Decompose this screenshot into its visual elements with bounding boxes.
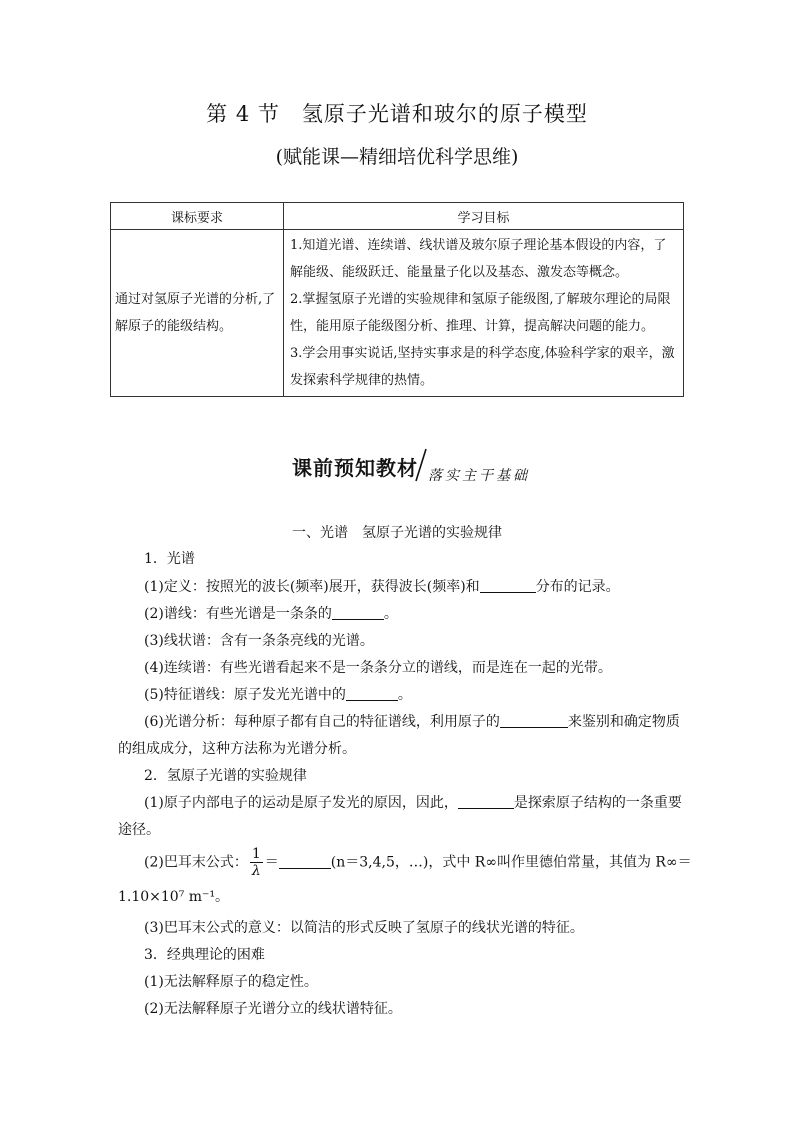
lesson-title: 第 4 节 氢原子光谱和玻尔的原子模型 — [206, 102, 588, 126]
subsection-title: 1．光谱 — [144, 551, 195, 567]
text-line: (6)光谱分析：每种原子都有自己的特征谱线，利用原子的 来鉴别和确定物质 — [144, 714, 680, 730]
fill-blank — [346, 686, 398, 701]
section-title: 课前预知教材 — [292, 456, 418, 480]
text-line: (1)无法解释原子的稳定性。 — [144, 974, 318, 990]
goal-item: 3.学会用事实说话,坚持实事求是的科学态度,体验科学家的艰辛，激发探索科学规律的热情。 — [290, 346, 675, 388]
lesson-subtitle: (赋能课—精细培优科学思维) — [275, 146, 519, 168]
table-header-requirement: 课标要求 — [111, 203, 284, 230]
fill-blank — [279, 854, 331, 869]
part1-heading: 一、光谱 氢原子光谱的实验规律 — [292, 525, 502, 541]
requirement-cell: 通过对氢原子光谱的分析,了解原子的能级结构。 — [111, 230, 284, 397]
text-line: 的组成成分，这种方法称为光谱分析。 — [118, 741, 356, 757]
fill-blank — [332, 605, 384, 620]
subsection-title: 2．氢原子光谱的实验规律 — [144, 768, 307, 784]
text-line: (3)线状谱：含有一条条亮线的光谱。 — [144, 633, 374, 649]
fill-blank — [458, 794, 514, 809]
fill-blank — [500, 713, 568, 728]
text-line: (1)定义：按照光的波长(频率)展开，获得波长(频率)和 分布的记录。 — [144, 579, 620, 595]
text-line: (3)巴耳末公式的意义：以简洁的形式反映了氢原子的线状光谱的特征。 — [144, 920, 584, 936]
goals-cell — [284, 230, 684, 397]
subsection-title: 3．经典理论的困难 — [144, 947, 265, 963]
fill-blank — [480, 578, 536, 593]
section-subtitle: 落实主干基础 — [428, 468, 530, 484]
text-line: (2)谱线：有些光谱是一条条的 。 — [144, 606, 398, 622]
standards-table — [110, 202, 684, 397]
text-line: (1)原子内部电子的运动是原子发光的原因，因此， 是探索原子结构的一条重要 — [144, 795, 682, 811]
goal-item: 1.知道光谱、连续谱、线状谱及玻尔原子理论基本假设的内容，了解能级、能级跃迁、能量量子化以及基态、激发态等概念。 — [290, 238, 667, 280]
table-header-goals: 学习目标 — [284, 203, 684, 230]
text-line: 途径。 — [118, 822, 160, 838]
goal-item: 2.掌握氢原子光谱的实验规律和氢原子能级图,了解玻尔理论的局限性，能用原子能级图分析、推理、计算，提高解决问题的能力。 — [290, 292, 671, 334]
formula-line: (2)巴耳末公式： $\frac{1}{\lambda}$ ＝ (n＝3,4,5，…)，式中 R∞叫作里德伯常量，其值为 R∞＝ — [144, 846, 692, 879]
text-line: 1.10×10⁷ m⁻¹。 — [118, 889, 230, 905]
text-line: (2)无法解释原子光谱分立的线状谱特征。 — [144, 1001, 402, 1017]
slash-divider-icon — [414, 448, 428, 482]
fraction: $\frac{1}{\lambda}$ — [251, 846, 261, 879]
text-line: (4)连续谱：有些光谱看起来不是一条条分立的谱线，而是连在一起的光带。 — [144, 660, 612, 676]
text-line: (5)特征谱线：原子发光光谱中的 。 — [144, 687, 412, 703]
